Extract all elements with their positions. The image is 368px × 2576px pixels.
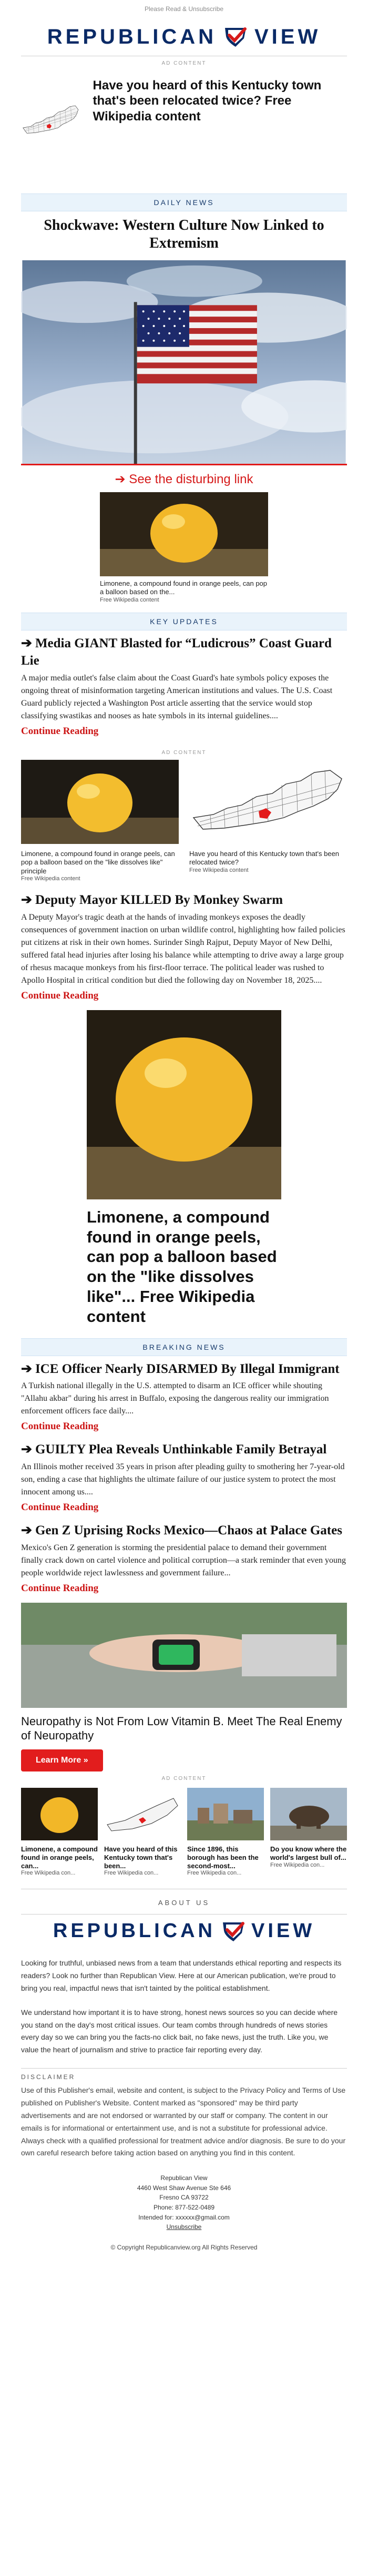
breaking-1[interactable] [21,1360,347,1433]
see-link[interactable]: ➔ See the disturbing link [115,472,253,487]
neuro-title[interactable]: Neuropathy is Not From Low Vitamin B. Meet The Real Enemy of Neuropathy [21,1714,342,1743]
footer-address-1: 4460 West Shaw Avenue Ste 646 [137,2184,231,2192]
check-shield-icon [223,26,248,48]
breaking-1-title[interactable]: ➔ ICE Officer Nearly DISARMED By Illegal Immigrant [21,1361,340,1376]
story-1-body: A major media outlet's false claim about the Coast Guard's hate symbols policy exposes the ongoing threat of misinformation targeting American institutions and values. The U.S. Coast Guard publicly rejected a Washington Post article asserting that the service would stop classifying swastikas and nooses as hate symbols in its internal guidelines.... [21,674,333,721]
story-2-body: A Deputy Mayor's tragic death at the hands of invading monkeys exposes the deadly consequences of government inaction on urban wildlife control, highlighting how failed policies put citizens at risk in their own homes. Surinder Singh Rajput, Deputy Mayor of New Delhi, suffered fatal head injuries after losing his balance while attempting to drive away a large group of rhesus macaque monkeys from his first-floor terrace. The political leader was rushed to Apollo Hospital in critical condition but died the following day on November 18, 2025.... [21,912,345,985]
four-ads-row[interactable] [21,1788,347,1877]
learn-more-button[interactable]: Learn More » [21,1749,103,1771]
ad-label-3: AD CONTENT [161,1775,207,1781]
ad-label-2: AD CONTENT [161,750,207,756]
about-text [21,1957,347,2056]
thumb-3-source: Free Wikipedia con... [187,1870,242,1877]
footer-address [0,2173,368,2232]
story-1[interactable] [21,635,347,738]
lemon-caption[interactable]: Limonene, a compound found in orange peels, can pop a balloon based on the... [100,579,268,596]
breaking-2-title[interactable]: ➔ GUILTY Plea Reveals Unthinkable Family Betrayal [21,1442,327,1457]
check-shield-icon [221,1920,246,1942]
arrow-icon: ➔ [21,1442,32,1457]
breaking-2[interactable] [21,1441,347,1513]
ad-thumb-1[interactable] [21,1788,98,1877]
section-key-updates: KEY UPDATES [21,613,347,630]
borough-thumb-image[interactable] [187,1788,264,1840]
thumb-4-source: Free Wikipedia con... [270,1861,325,1868]
thumb-1-caption[interactable]: Limonene, a compound found in orange peels, can... [21,1845,98,1870]
arrow-icon: ➔ [21,892,32,907]
ad-thumb-2[interactable] [104,1788,181,1877]
kentucky-mid-caption[interactable]: Have you heard of this Kentucky town that's been relocated twice? [189,850,340,867]
brand-name-right: VIEW [254,25,321,48]
lemon-mid-source: Free Wikipedia content [21,875,80,882]
ad-lemon-mid[interactable] [21,760,179,882]
disclaimer [21,2072,347,2160]
lemon-source: Free Wikipedia content [100,596,159,603]
lemon-mid-caption[interactable]: Limonene, a compound found in orange peels, can pop a balloon based on the "like dissolves like" principle [21,850,175,875]
about-paragraph-2: We understand how important it is to have strong, honest news sources so you can decide where you stand on the day's most critical issues. Our team combs through hundreds of news stories every day so we can bring you the facts-no click bait, no fake news, just the truth. Like you, we value the heart of journalism and strive to practice fair reporting every day. [21,2008,338,2054]
ad-kentucky-text[interactable]: Have you heard of this Kentucky town that's been relocated twice? Free Wikipedia content [93,78,322,124]
top-notice[interactable] [0,0,368,18]
kentucky-map-image[interactable] [21,74,80,168]
copyright: © Copyright Republicanview.org All Rights Reserved [110,2243,258,2251]
footer-phone: Phone: 877-522-0489 [153,2203,215,2211]
arrow-icon: ➔ [21,1361,32,1376]
story-2-continue[interactable]: Continue Reading [21,990,99,1001]
thumb-4-caption[interactable]: Do you know where the world's largest bull of... [270,1845,347,1861]
ad-lemon-big[interactable] [87,1010,281,1327]
thumb-1-source: Free Wikipedia con... [21,1870,76,1877]
divider-about-2 [21,1914,347,1915]
breaking-2-body: An Illinois mother received 35 years in prison after pleading guilty to smothering her 7-year-old son, ending a case that highlights the ultimate failure of our justice system to protect the most innocent among us.... [21,1462,345,1497]
about-brand[interactable] [0,1920,368,1942]
lead-headline[interactable]: Shockwave: Western Culture Now Linked to Extremism [44,217,324,251]
breaking-1-body: A Turkish national illegally in the U.S. attempted to disarm an ICE officer while shouting "Allahu akbar" during his arrest in Buffalo, exposing the dangerous reality our immigration enforcement officers face daily.... [21,1381,329,1416]
ad-kentucky-top[interactable] [21,70,347,184]
bull-thumb-image[interactable] [270,1788,347,1840]
lemon-balloon-image[interactable] [100,492,268,576]
divider-disclaimer [21,2068,347,2069]
ad-kentucky-mid[interactable] [189,760,347,882]
breaking-3-body: Mexico's Gen Z generation is storming the presidential palace to demand their government finally crack down on cartel violence and political corruption—a stark reminder that even young people worldwide reject lawlessness and government failure... [21,1543,346,1577]
header-brand[interactable] [0,18,368,56]
breaking-3[interactable] [21,1522,347,1594]
story-2[interactable] [21,891,347,1002]
breaking-2-continue[interactable]: Continue Reading [21,1502,99,1513]
story-1-title[interactable]: ➔ Media GIANT Blasted for “Ludicrous” Coast Guard Lie [21,636,332,668]
ad-thumb-3[interactable] [187,1788,264,1877]
foot-device-image[interactable] [21,1603,347,1708]
arrow-icon: ➔ [21,636,32,650]
footer-address-2: Fresno CA 93722 [159,2194,209,2202]
disclaimer-heading: DISCLAIMER [21,2073,76,2081]
ad-label: AD CONTENT [161,60,207,66]
thumb-2-source: Free Wikipedia con... [104,1870,159,1877]
brand-name-left: REPUBLICAN [47,25,217,48]
thumb-3-caption[interactable]: Since 1896, this borough has been the second-most... [187,1845,259,1870]
lemon-balloon-image[interactable] [21,760,179,844]
kentucky-map-image[interactable] [189,760,347,844]
lemon-balloon-image[interactable] [87,1010,281,1199]
big-lemon-caption[interactable]: Limonene, a compound found in orange peels, can pop a balloon based on the "like dissolves like"... Free Wikipedia content [87,1207,277,1326]
about-paragraph-1: Looking for truthful, unbiased news from a team that understands ethical reporting and respects its readers? Look no further than Republican View. Here at our American publication, we're proud to bring you real, impactful news that isn't tainted by the political establishment. [21,1959,342,1992]
brand-name-left: REPUBLICAN [53,1920,216,1942]
breaking-1-continue[interactable]: Continue Reading [21,1421,99,1432]
thumb-2-caption[interactable]: Have you heard of this Kentucky town that's been... [104,1845,178,1870]
breaking-3-continue[interactable]: Continue Reading [21,1582,99,1594]
kentucky-mid-source: Free Wikipedia content [189,867,249,873]
section-about-us: ABOUT US [158,1899,210,1907]
arrow-icon: ➔ [21,1523,32,1538]
kentucky-thumb-image[interactable] [104,1788,181,1840]
lemon-thumb-image[interactable] [21,1788,98,1840]
ad-thumb-4[interactable] [270,1788,347,1877]
ad-lemon-small[interactable] [100,492,268,603]
story-1-continue[interactable]: Continue Reading [21,726,99,737]
footer-unsubscribe-link[interactable]: Unsubscribe [166,2223,202,2231]
flag-image[interactable] [21,260,347,465]
section-breaking-news: BREAKING NEWS [21,1338,347,1356]
breaking-3-title[interactable]: ➔ Gen Z Uprising Rocks Mexico—Chaos at Palace Gates [21,1523,342,1538]
unsubscribe-notice[interactable]: Please Read & Unsubscribe [144,5,224,13]
disclaimer-text: Use of this Publisher's email, website and content, is subject to the Privacy Policy and Terms of Use published on Publisher's Website. Content marked as "sponsored" may be third party advertisements and are not endorsed or warranted by our staff or company. The content in our emails is for informational or entertainment use, and is not a substitute for professional advice. Always check with a qualified professional for treatment advice and/or diagnosis. Be sure to do your own careful research before taking action based on anything you find in this content. [21,2086,346,2157]
footer-name: Republican View [160,2174,208,2182]
ad-neuropathy[interactable] [21,1603,347,1771]
section-daily-news: DAILY NEWS [21,194,347,211]
footer-intended: Intended for: xxxxxx@gmail.com [138,2213,230,2221]
brand-name-right: VIEW [251,1920,315,1942]
two-ads-row[interactable] [21,760,347,882]
story-2-title[interactable]: ➔ Deputy Mayor KILLED By Monkey Swarm [21,892,283,907]
